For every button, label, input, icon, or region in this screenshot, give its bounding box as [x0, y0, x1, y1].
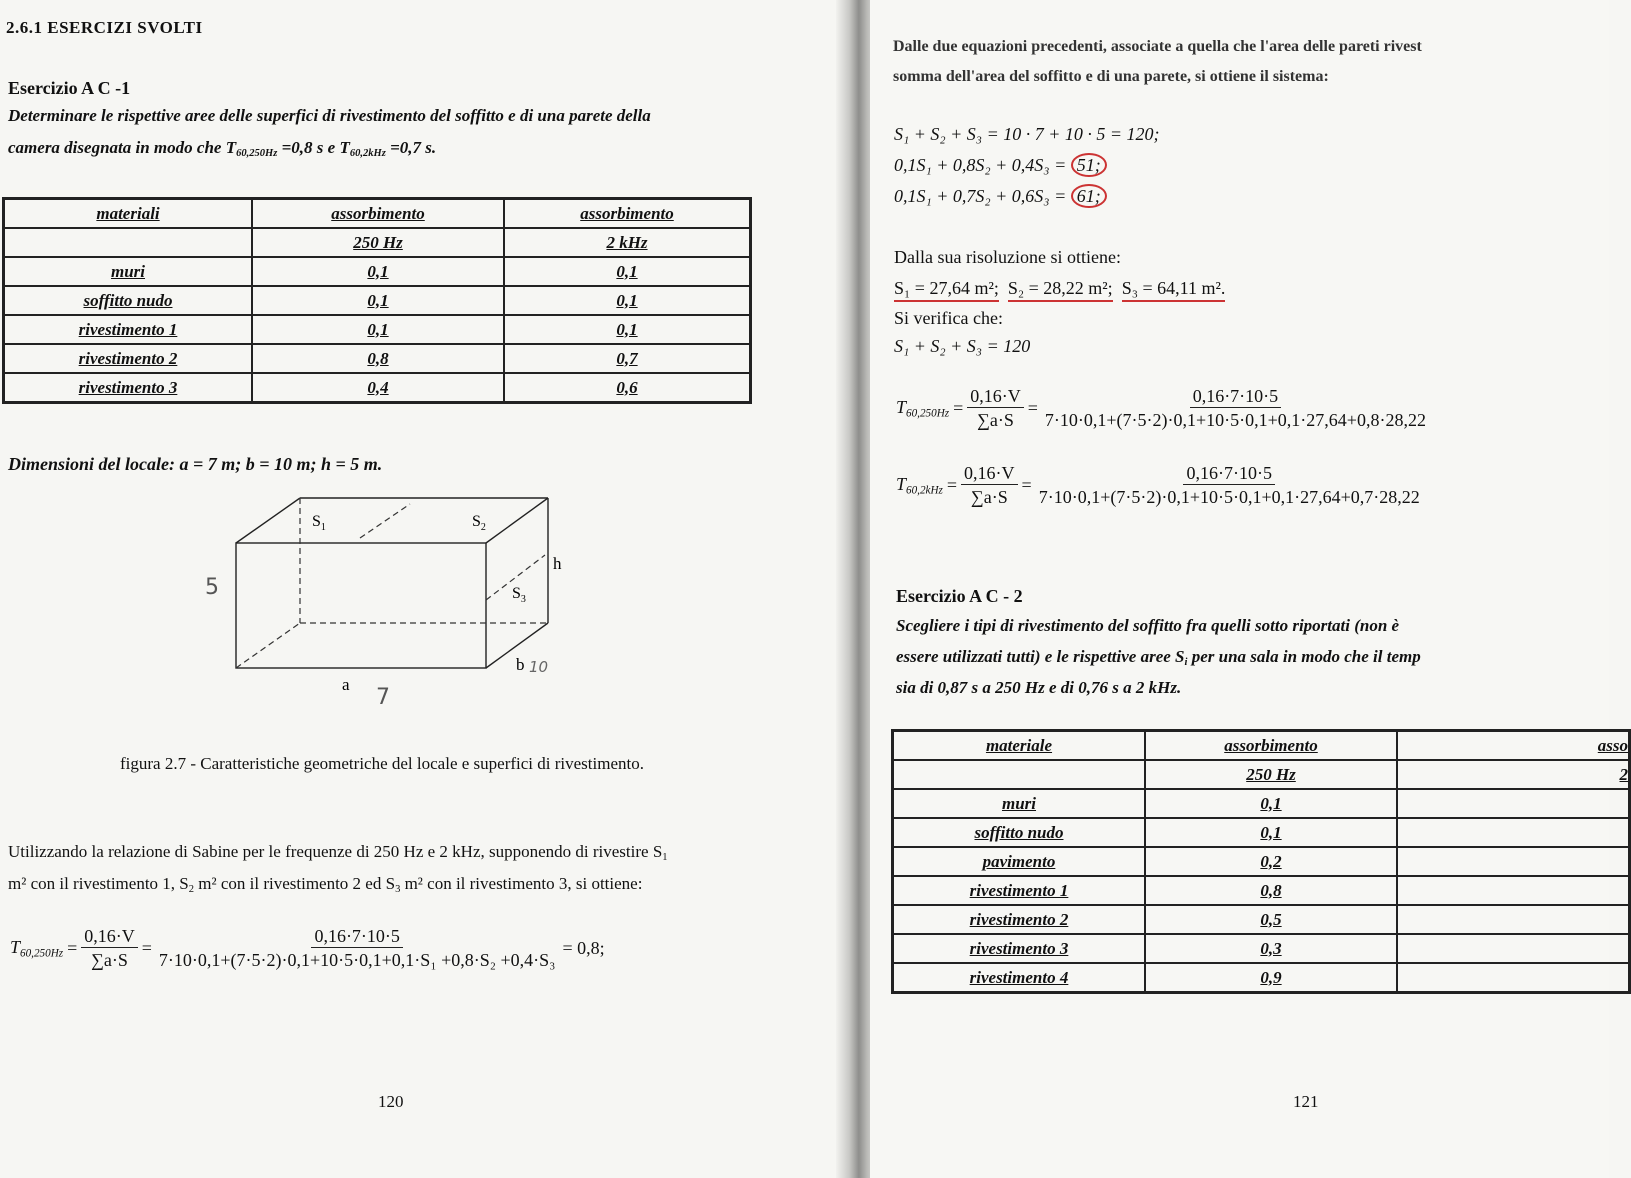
table-cell: pavimento: [893, 847, 1146, 876]
room-figure: [200, 490, 600, 715]
table-row: [893, 818, 1630, 847]
table-cell: rivestimento 4: [893, 963, 1146, 993]
verify-equation: S₁ + S₂ + S₃ = 120: [894, 336, 1031, 356]
label-b: b: [516, 655, 525, 674]
intro-line-2: somma dell'area del soffitto e di una parete, si ottiene il sistema:: [893, 68, 1329, 85]
exercise-2-title: Esercizio A C - 2: [896, 586, 1023, 606]
sabine-formula-2khz: $T_{60,2kHz}$ = $\frac{0,16\cdot V}{\sum a\cdot S}$ = $\frac{0,16\cdot 7\cdot 10\cdot 5}{7\cdot 10\cdot 0,1+(7\cdot 5\cdot 2)\cdot 0,1+10\cdot 5\cdot 0,1+0,1\cdot 27,64+0,7\cdot 28,22}$: [896, 462, 1427, 509]
formula-fraction-1: $\frac{0,16\cdot V}{\sum a\cdot S}$: [967, 385, 1024, 432]
table-cell: 0,5: [1145, 905, 1397, 934]
formula-fraction-1: $\frac{0,16\cdot V}{\sum a\cdot S}$: [81, 925, 138, 972]
table-cell: [1397, 847, 1630, 876]
table-subheader-cell: 250 Hz: [252, 228, 504, 257]
table-row: [893, 876, 1630, 905]
table-subheader-cell: 2 kHz: [504, 228, 751, 257]
table-subheader-cell: [893, 760, 1146, 789]
materials-table-2: [891, 729, 1631, 994]
table-subheader-row: [893, 760, 1630, 789]
table-subheader-cell: [4, 228, 253, 257]
label-s2: $S_2$: [472, 513, 486, 533]
table-cell: 0,8: [252, 344, 504, 373]
exercise-1-text-line-1: Determinare le rispettive aree delle superfici di rivestimento del soffitto e di una parete della: [8, 106, 651, 125]
table-cell: 0,6: [504, 373, 751, 403]
table-cell: 0,7: [504, 344, 751, 373]
label-a: a: [342, 675, 350, 694]
exercise-2-text-line-2: essere utilizzati tutti) e le rispettive aree $S_i$ per una sala in modo che il temp: [896, 647, 1421, 669]
table-cell: [1397, 818, 1630, 847]
table-cell: rivestimento 1: [893, 876, 1146, 905]
formula-fraction-2: $\frac{0,16\cdot 7\cdot 10\cdot 5}{7\cdot 10\cdot 0,1+(7\cdot 5\cdot 2)\cdot 0,1+10\cdot 5\cdot 0,1+0,1\cdot 27,64+0,7\cdot 28,22}$: [1038, 463, 1420, 507]
table-row: [4, 257, 751, 286]
paragraph-line-2: m² con il rivestimento 1, $S_2$ m² con il rivestimento 2 ed $S_3$ m² con il rivestimento 3, si ottiene:: [8, 874, 643, 896]
table-row: [4, 344, 751, 373]
exercise-2-text-line-3: sia di 0,87 s a 250 Hz e di 0,76 s a 2 kHz.: [896, 678, 1182, 697]
exercise-1-title: Esercizio A C -1: [8, 78, 131, 98]
table-cell: 0,1: [252, 315, 504, 344]
table-cell: [1397, 876, 1630, 905]
formula-fraction-2: $\frac{0,16\cdot 7\cdot 10\cdot 5}{\text{7·10·0,1+(7·5·2)·0,1+10·5·0,1+0,1·S₁ +0,8·S₂ +0,4·S₃}}$: [158, 926, 556, 970]
page-number-right: 121: [1293, 1092, 1319, 1111]
table-row: [4, 286, 751, 315]
table-subheader-cell: 250 Hz: [1145, 760, 1397, 789]
room-dimensions: Dimensioni del locale: a = 7 m; b = 10 m; h = 5 m.: [8, 454, 383, 474]
right-page: [870, 0, 1628, 1178]
paragraph-line-1: Utilizzando la relazione di Sabine per le frequenze di 250 Hz e 2 kHz, supponendo di rivestire $S_1$: [8, 842, 668, 864]
table-cell: 0,1: [504, 315, 751, 344]
system-equation-1: S₁ + S₂ + S₃ = 10 · 7 + 10 · 5 = 120;: [894, 124, 1160, 144]
table-header-cell: materiali: [4, 199, 253, 229]
materials-table-1: [2, 197, 752, 404]
handwritten-7: 7: [376, 685, 390, 710]
edge-top-right: [486, 498, 548, 543]
label-s3: $S_3$: [512, 585, 526, 605]
solution-s1: S₁ = 27,64 m²;: [894, 278, 999, 302]
formula-fraction-1: $\frac{0,16\cdot V}{\sum a\cdot S}$: [961, 462, 1018, 509]
sabine-formula-250hz: $T_{60,250Hz}$ = $\frac{0,16\cdot V}{\sum a\cdot S}$ = $\frac{0,16\cdot 7\cdot 10\cdot 5}{7\cdot 10\cdot 0,1+(7\cdot 5\cdot 2)\cdot 0,1+10\cdot 5\cdot 0,1+0,1\cdot 27,64+0,8\cdot 28,22}$: [896, 385, 1433, 432]
section-title: 2.6.1 ESERCIZI SVOLTI: [6, 18, 203, 37]
table-header-cell: assorbimento: [1145, 731, 1397, 761]
table-cell: muri: [4, 257, 253, 286]
figure-caption: figura 2.7 - Caratteristiche geometriche del locale e superfici di rivestimento.: [120, 754, 644, 773]
system-equation-2: 0,1S₁ + 0,8S₂ + 0,4S₃ = 51;: [894, 155, 1107, 176]
handwritten-10: 10: [529, 658, 549, 676]
table-cell: 0,8: [1145, 876, 1397, 905]
table-row: [893, 847, 1630, 876]
table-subheader-cell: 2: [1397, 760, 1630, 789]
exercise-2-text-line-1: Scegliere i tipi di rivestimento del soffitto fra quelli sotto riportati (non è: [896, 616, 1400, 635]
table-cell: rivestimento 3: [4, 373, 253, 403]
table-cell: 0,1: [504, 286, 751, 315]
table-cell: 0,3: [1145, 934, 1397, 963]
table-row: [893, 934, 1630, 963]
solution-s2: S₂ = 28,22 m²;: [1008, 278, 1113, 302]
table-subheader-row: [4, 228, 751, 257]
ceiling-diagonal: [360, 504, 410, 538]
formula-lhs: $T_{60,250Hz}$: [10, 937, 64, 960]
table-cell: 0,1: [1145, 789, 1397, 818]
table-cell: muri: [893, 789, 1146, 818]
solution-s3: S₃ = 64,11 m².: [1122, 278, 1226, 302]
solutions-line: [894, 278, 1225, 299]
label-h: h: [553, 554, 562, 573]
table-cell: 0,1: [504, 257, 751, 286]
intro-line-1: Dalle due equazioni precedenti, associate a quella che l'area delle pareti rivest: [893, 38, 1422, 55]
circled-value: 51;: [1071, 153, 1107, 177]
table-row: [4, 373, 751, 403]
table-cell: soffitto nudo: [4, 286, 253, 315]
table-header-row: [4, 199, 751, 229]
page-number-left: 120: [378, 1092, 404, 1111]
verify-text: Si verifica che:: [894, 308, 1003, 328]
table-header-row: [893, 731, 1630, 761]
table-cell: 0,4: [252, 373, 504, 403]
circled-value: 61;: [1071, 184, 1107, 208]
table-header-cell: materiale: [893, 731, 1146, 761]
table-cell: 0,1: [1145, 818, 1397, 847]
solve-text: Dalla sua risoluzione si ottiene:: [894, 247, 1121, 267]
table-cell: [1397, 789, 1630, 818]
formula-fraction-2: $\frac{0,16\cdot 7\cdot 10\cdot 5}{7\cdot 10\cdot 0,1+(7\cdot 5\cdot 2)\cdot 0,1+10\cdot 5\cdot 0,1+0,1\cdot 27,64+0,8\cdot 28,22}$: [1044, 386, 1426, 430]
table-cell: [1397, 934, 1630, 963]
table-cell: [1397, 905, 1630, 934]
table-cell: 0,1: [252, 257, 504, 286]
system-equation-3: 0,1S₁ + 0,7S₂ + 0,6S₃ = 61;: [894, 186, 1107, 207]
table-cell: 0,2: [1145, 847, 1397, 876]
handwritten-5: 5: [205, 575, 219, 600]
table-header-cell: asso: [1397, 731, 1630, 761]
exercise-1-text-line-2: camera disegnata in modo che $T_{60,250Hz} =0,8$ s e $T_{60,2kHz} =0,7$ s.: [8, 138, 437, 160]
table-row: [893, 905, 1630, 934]
table-header-cell: assorbimento: [252, 199, 504, 229]
table-cell: 0,1: [252, 286, 504, 315]
label-s1: $S_1$: [312, 513, 326, 533]
table-header-cell: assorbimento: [504, 199, 751, 229]
sabine-formula-left: $T_{60,250Hz}$ = $\frac{0,16\cdot V}{\sum a\cdot S}$ = $\frac{0,16\cdot 7\cdot 10\cdot 5}{\text{7·10·0,1+(7·5·2)·0,1+10·5·0,1+0,1·S₁ +0,8·S₂ +0,4·S₃}}$ = 0,8;: [10, 926, 605, 970]
table-cell: 0,9: [1145, 963, 1397, 993]
front-face: [236, 543, 486, 668]
table-cell: rivestimento 2: [4, 344, 253, 373]
table-cell: rivestimento 2: [893, 905, 1146, 934]
table-cell: rivestimento 3: [893, 934, 1146, 963]
hidden-edge-diagonal: [236, 623, 300, 668]
formula-result: = 0,8;: [562, 938, 605, 958]
edge-top-left: [236, 498, 300, 543]
table-cell: [1397, 963, 1630, 993]
table-row: [893, 963, 1630, 993]
table-cell: soffitto nudo: [893, 818, 1146, 847]
table-cell: rivestimento 1: [4, 315, 253, 344]
table-row: [893, 789, 1630, 818]
table-row: [4, 315, 751, 344]
